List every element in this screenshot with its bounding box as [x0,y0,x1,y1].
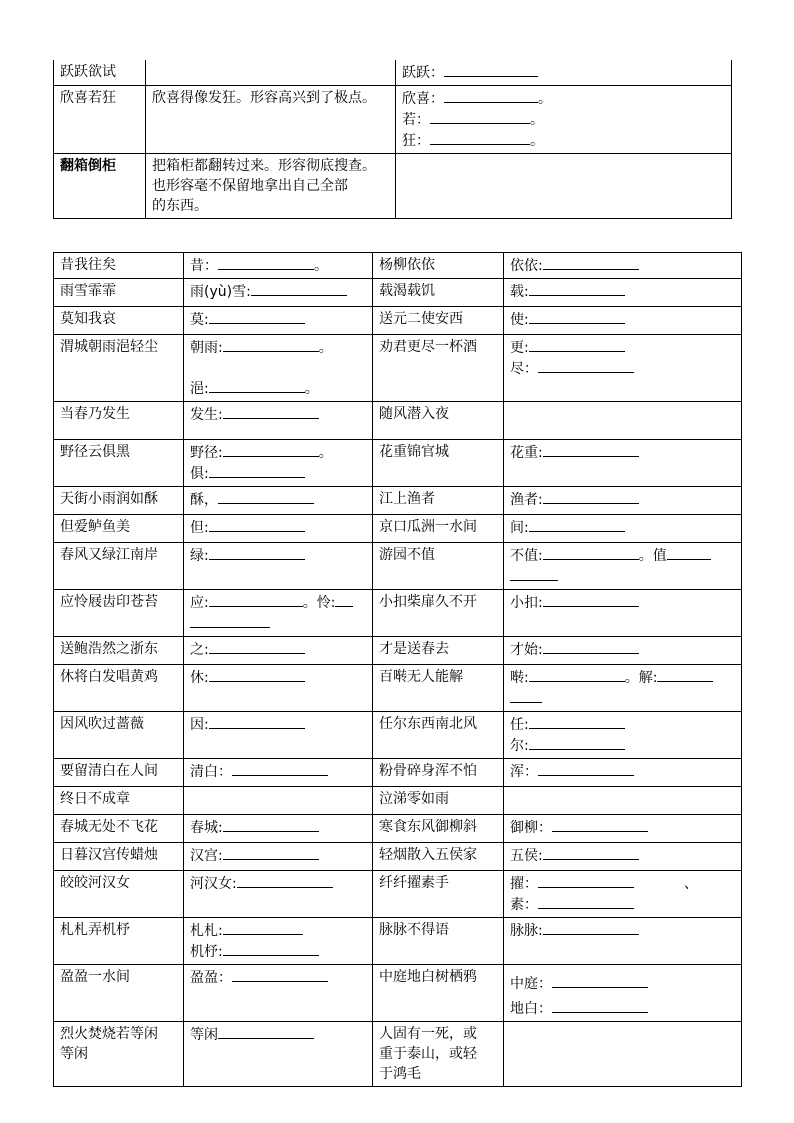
gloss-cell [504,487,742,515]
phrase-cell: 应怜屐齿印苍苔 [54,590,184,637]
gloss-cell: 朝雨: 。 浥: 。 [184,335,373,402]
phrase-line: 于鸿毛 [379,1066,421,1082]
blank-line[interactable] [510,566,558,581]
gloss-cell [184,279,373,307]
phrase-cell: 载渴载饥 [373,279,504,307]
gloss-cell [504,712,742,759]
meaning-line: 把箱柜都翻转过来。形容彻底搜查。 [152,158,376,174]
table-row [54,965,742,1022]
blank-line[interactable] [543,639,639,654]
phrase-cell: 当春乃发生 [54,402,184,440]
phrase-cell [54,1022,184,1087]
meaning-cell [146,60,396,86]
blank-line[interactable] [335,592,353,607]
term-text: 跃跃欲试 [60,64,116,80]
table-row [54,60,732,86]
phrase-cell: 昔我往矣 [54,253,184,279]
gloss-cell: 应: 。怜: [184,590,373,637]
gloss-cell [504,787,742,815]
gloss-cell [184,637,373,665]
table-row [54,515,742,543]
phrase-cell: 任尔东西南北风 [373,712,504,759]
blank-line[interactable] [232,967,328,982]
blank-line[interactable] [552,973,648,988]
gloss-cell [504,440,742,487]
gloss-label: 任: [510,717,529,733]
gloss-cell [504,871,742,918]
gloss-cell [504,843,742,871]
gloss-cell [184,1022,373,1087]
table-row [54,402,742,440]
gloss-label: 擢： [510,876,538,892]
table-row [54,871,742,918]
table-row [54,279,742,307]
blank-line[interactable] [552,817,648,832]
phrase-cell: 天街小雨润如酥 [54,487,184,515]
blank-line[interactable] [529,735,625,750]
table-row [54,712,742,759]
blank-line[interactable] [223,442,319,457]
table-row [54,918,742,965]
notes-cell: 欣喜： 。 若： 。 狂： 。 [396,86,732,154]
blank-line[interactable] [218,1024,314,1039]
blank-line[interactable] [223,845,319,860]
gloss-label: 河汉女: [190,876,237,892]
blank-line[interactable] [538,358,634,373]
phrase-cell: 野径云俱黑 [54,440,184,487]
gloss-cell [184,402,373,440]
table-row [54,86,732,154]
gloss-label: 朝雨: [190,340,223,356]
blank-line[interactable] [538,761,634,776]
gloss-cell [504,815,742,843]
blank-line[interactable] [538,894,634,909]
gloss-label: 花重: [510,445,543,461]
blank-line[interactable] [209,639,305,654]
gloss-label: 载: [510,284,529,300]
blank-line[interactable] [223,920,303,935]
gloss-label: 御柳： [510,820,552,836]
gloss-label: 使: [510,312,529,328]
gloss-label: 应: [190,595,209,611]
term-cell [54,154,146,219]
blank-line[interactable] [430,130,530,145]
blank-line[interactable] [209,517,305,532]
gloss-cell [504,402,742,440]
gloss-label: 盈盈： [190,970,232,986]
meaning-cell [146,154,396,219]
phrase-cell: 终日不成章 [54,787,184,815]
blank-line[interactable] [543,920,639,935]
gloss-cell: 不值: 。值 [504,543,742,590]
gloss-cell [504,759,742,787]
blank-line[interactable] [209,309,305,324]
blank-line[interactable] [190,613,270,628]
table-row [54,253,742,279]
gloss-label: 因: [190,717,209,733]
table-row [54,307,742,335]
gloss-label: 渔者: [510,492,543,508]
term-cell [54,86,146,154]
table-row [54,590,742,637]
table-row [54,759,742,787]
phrase-cell: 才是送春去 [373,637,504,665]
table-row [54,543,742,590]
gloss-cell [184,487,373,515]
blank-line[interactable] [444,88,538,103]
blank-line[interactable] [657,667,713,682]
blank-line[interactable] [223,941,319,956]
gloss-cell [504,335,742,402]
blank-line[interactable] [552,998,648,1013]
gloss-label: 尽： [510,361,538,377]
phrase-cell [373,1022,504,1087]
gloss-label: 等闲 [190,1027,218,1043]
gloss-cell [184,815,373,843]
term-cell [54,60,146,86]
note-label: 跃跃： [402,65,444,81]
table-row [54,154,732,219]
blank-line[interactable] [218,255,314,270]
term-text: 翻箱倒柜 [60,158,116,174]
blank-line[interactable] [510,688,542,703]
phrase-cell: 盈盈一水间 [54,965,184,1022]
table-row [54,665,742,712]
gloss-cell: 昔： 。 [184,253,373,279]
gloss-label: 不值: [510,548,543,564]
gloss-label: 清白： [190,764,232,780]
term-text: 欣喜若狂 [60,90,116,106]
meaning-line: 也形容毫不保留地拿出自己全部 [152,178,348,194]
blank-line[interactable] [223,817,319,832]
blank-line[interactable] [529,309,625,324]
blank-line[interactable] [237,873,333,888]
table-row [54,637,742,665]
table-row [54,335,742,402]
phrase-cell: 江上渔者 [373,487,504,515]
gloss-label: 之: [190,642,209,658]
gloss-label: 札札: [190,923,223,939]
phrase-cell: 春城无处不飞花 [54,815,184,843]
gloss-label: 野径: [190,445,223,461]
phrase-line: 等闲 [60,1046,88,1062]
gloss-label: 素： [510,897,538,913]
phrase-cell: 花重锦官城 [373,440,504,487]
blank-line[interactable] [538,873,634,888]
phrase-line: 人固有一死，或 [379,1026,477,1042]
gloss-label: 汉宫: [190,848,223,864]
phrase-line: 重于泰山，或轻 [379,1046,477,1062]
gloss-label: 春城: [190,820,223,836]
phrase-cell: 要留清白在人间 [54,759,184,787]
gloss-cell [184,759,373,787]
blank-line[interactable] [444,62,538,77]
gloss-label: 浥: [190,381,209,397]
blank-line[interactable] [529,517,625,532]
phrase-cell: 随风潜入夜 [373,402,504,440]
gloss-label: 休: [190,670,209,686]
blank-line[interactable] [543,545,639,560]
blank-line[interactable] [209,545,305,560]
phrase-cell: 渭城朝雨浥轻尘 [54,335,184,402]
blank-line[interactable] [223,404,319,419]
phrase-cell: 送鲍浩然之浙东 [54,637,184,665]
gloss-label: 尔: [510,738,529,754]
phrase-cell: 脉脉不得语 [373,918,504,965]
phrase-cell: 粉骨碎身浑不怕 [373,759,504,787]
phrase-cell: 百啭无人能解 [373,665,504,712]
gloss-label: 发生: [190,407,223,423]
blank-line[interactable] [529,667,625,682]
blank-line[interactable] [209,714,305,729]
phrase-cell: 皎皎河汉女 [54,871,184,918]
gloss-label: 怜: [316,595,336,611]
table-row [54,843,742,871]
phrase-cell: 送元二使安西 [373,307,504,335]
gloss-cell [504,637,742,665]
gloss-cell [504,1022,742,1087]
gloss-cell: 野径: 。 俱: [184,440,373,487]
note-label: 若： [402,112,430,128]
blank-line[interactable] [232,761,328,776]
table-row [54,787,742,815]
gloss-cell [184,307,373,335]
phrase-cell: 轻烟散入五侯家 [373,843,504,871]
phrase-cell: 杨柳依依 [373,253,504,279]
gloss-cell [184,918,373,965]
phrase-cell: 京口瓜洲一水间 [373,515,504,543]
blank-line[interactable] [223,337,319,352]
gloss-label: 俱: [190,466,209,482]
phrase-cell: 纤纤擢素手 [373,871,504,918]
gloss-label: 绿: [190,548,209,564]
blank-line[interactable] [543,255,639,270]
blank-line[interactable] [529,337,625,352]
gloss-cell: 啭: 。解: [504,665,742,712]
gloss-label: 更: [510,340,529,356]
gloss-label: 机杼: [190,944,223,960]
blank-line[interactable] [543,592,639,607]
gloss-cell [504,918,742,965]
gloss-cell [504,965,742,1022]
gloss-label: 五侯: [510,848,543,864]
blank-line[interactable] [667,545,711,560]
phrase-cell: 寒食东风御柳斜 [373,815,504,843]
table-row [54,815,742,843]
blank-line[interactable] [251,281,347,296]
phrase-cell: 札札弄机杼 [54,918,184,965]
phrase-cell: 日暮汉宫传蜡烛 [54,843,184,871]
phrase-cell: 泣涕零如雨 [373,787,504,815]
phrase-cell: 雨雪霏霏 [54,279,184,307]
meaning-cell [146,86,396,154]
blank-line[interactable] [529,281,625,296]
table-row [54,440,742,487]
phrase-cell: 中庭地白树栖鸦 [373,965,504,1022]
gloss-cell [184,515,373,543]
gloss-cell [184,665,373,712]
phrase-cell: 春风又绿江南岸 [54,543,184,590]
gloss-label: 地白： [510,1001,552,1017]
gloss-label: 小扣: [510,595,543,611]
phrase-cell: 但爱鲈鱼美 [54,515,184,543]
phrase-cell: 休将白发唱黄鸡 [54,665,184,712]
gloss-cell [184,787,373,815]
gloss-label: 依依: [510,258,543,274]
blank-line[interactable] [209,592,303,607]
blank-line[interactable] [218,489,314,504]
gloss-cell [504,590,742,637]
gloss-label: 啭: [510,670,529,686]
gloss-label: 脉脉: [510,923,543,939]
table-row [54,487,742,515]
phrase-cell: 因风吹过蔷薇 [54,712,184,759]
meaning-text: 欣喜得像发狂。形容高兴到了极点。 [152,90,376,106]
gloss-cell [504,253,742,279]
gloss-cell [184,843,373,871]
note-label: 欣喜： [402,91,444,107]
blank-line[interactable] [529,714,625,729]
gloss-cell [184,965,373,1022]
gloss-label: 值 [652,548,667,564]
gloss-cell [504,515,742,543]
table-row [54,1022,742,1087]
gloss-cell [184,712,373,759]
gloss-label: 解: [638,670,658,686]
notes-cell [396,60,732,86]
blank-line[interactable] [430,109,530,124]
phrase-line: 烈火焚烧若等闲 [60,1026,158,1042]
blank-line[interactable] [543,845,639,860]
phrase-cell: 游园不值 [373,543,504,590]
gloss-cell [504,307,742,335]
gloss-label: 昔： [190,258,218,274]
separator-text: 、 [684,876,698,892]
gloss-label: 但: [190,520,209,536]
notes-cell [396,154,732,219]
gloss-label: 浑： [510,764,538,780]
meaning-line: 的东西。 [152,198,208,214]
blank-line[interactable] [209,463,305,478]
poetry-vocab-table [53,252,742,1087]
phrase-cell: 小扣柴扉久不开 [373,590,504,637]
gloss-label: 中庭： [510,976,552,992]
blank-line[interactable] [209,667,305,682]
blank-line[interactable] [543,442,639,457]
gloss-label: 酥， [190,492,218,508]
note-label: 狂： [402,133,430,149]
phrase-cell: 劝君更尽一杯酒 [373,335,504,402]
blank-line[interactable] [543,489,639,504]
idiom-table [53,60,732,219]
gloss-label: 才始: [510,642,543,658]
gloss-cell [184,543,373,590]
gloss-label: 莫: [190,312,209,328]
phrase-cell: 莫知我哀 [54,307,184,335]
gloss-cell [504,279,742,307]
blank-line[interactable] [209,378,305,393]
gloss-label: 间: [510,520,529,536]
gloss-cell [184,871,373,918]
gloss-label: 雨(yù)雪: [190,284,251,300]
